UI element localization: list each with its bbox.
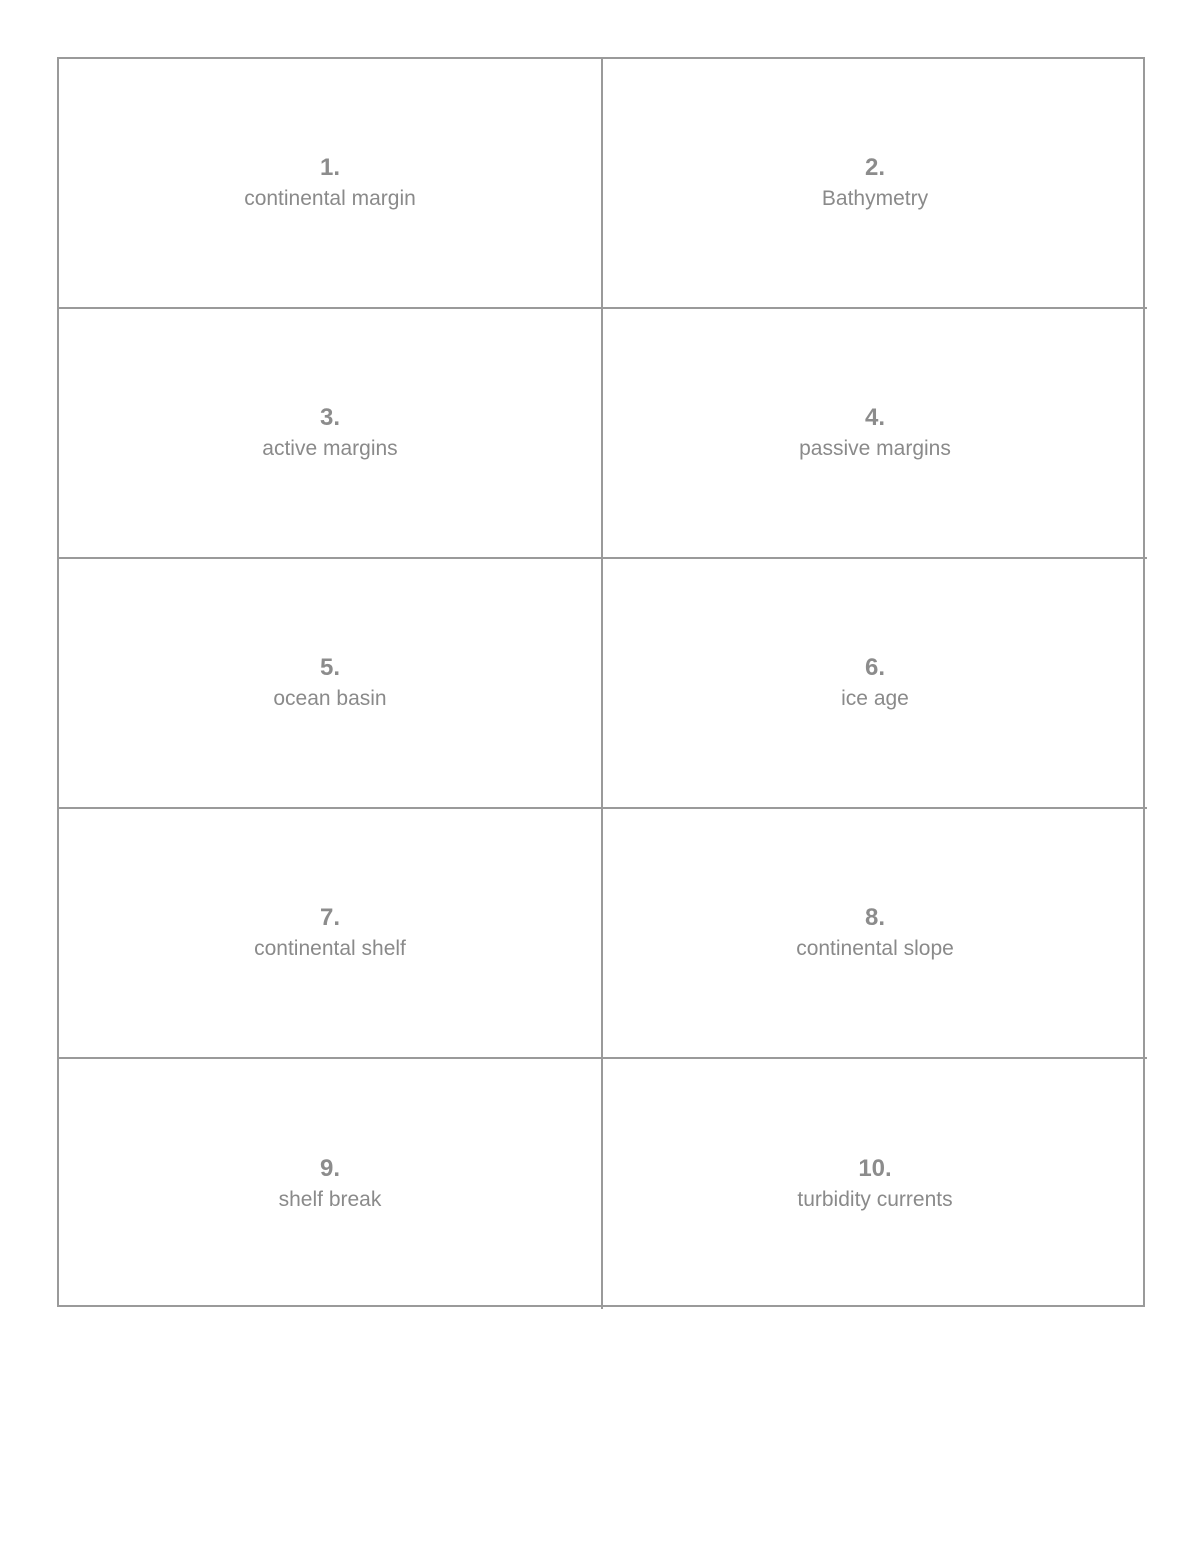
card-term: continental margin bbox=[244, 187, 416, 210]
card-number: 5. bbox=[319, 654, 340, 681]
flashcard-sheet bbox=[57, 57, 1145, 1307]
card-number: 6. bbox=[864, 654, 885, 681]
flashcard-8 bbox=[603, 809, 1147, 1059]
card-term: shelf break bbox=[278, 1188, 382, 1211]
card-term: Bathymetry bbox=[821, 187, 929, 210]
card-number: 1. bbox=[319, 154, 340, 181]
card-term: continental slope bbox=[796, 937, 954, 960]
card-number: 8. bbox=[864, 904, 885, 931]
card-number: 2. bbox=[864, 154, 885, 181]
card-term: passive margins bbox=[799, 437, 951, 460]
flashcard-10 bbox=[603, 1059, 1147, 1309]
card-number: 9. bbox=[319, 1155, 340, 1182]
card-number: 3. bbox=[319, 404, 340, 431]
card-term: active margins bbox=[262, 437, 398, 460]
card-number: 4. bbox=[864, 404, 885, 431]
flashcard-6 bbox=[603, 559, 1147, 809]
flashcard-7 bbox=[59, 809, 603, 1059]
card-term: ice age bbox=[841, 687, 909, 710]
flashcard-9 bbox=[59, 1059, 603, 1309]
flashcard-5 bbox=[59, 559, 603, 809]
flashcard-4 bbox=[603, 309, 1147, 559]
card-number: 10. bbox=[858, 1155, 892, 1182]
card-number: 7. bbox=[319, 904, 340, 931]
flashcard-1 bbox=[59, 59, 603, 309]
flashcard-3 bbox=[59, 309, 603, 559]
card-term: ocean basin bbox=[273, 687, 387, 710]
flashcard-2 bbox=[603, 59, 1147, 309]
card-term: turbidity currents bbox=[797, 1188, 953, 1211]
card-term: continental shelf bbox=[254, 937, 406, 960]
